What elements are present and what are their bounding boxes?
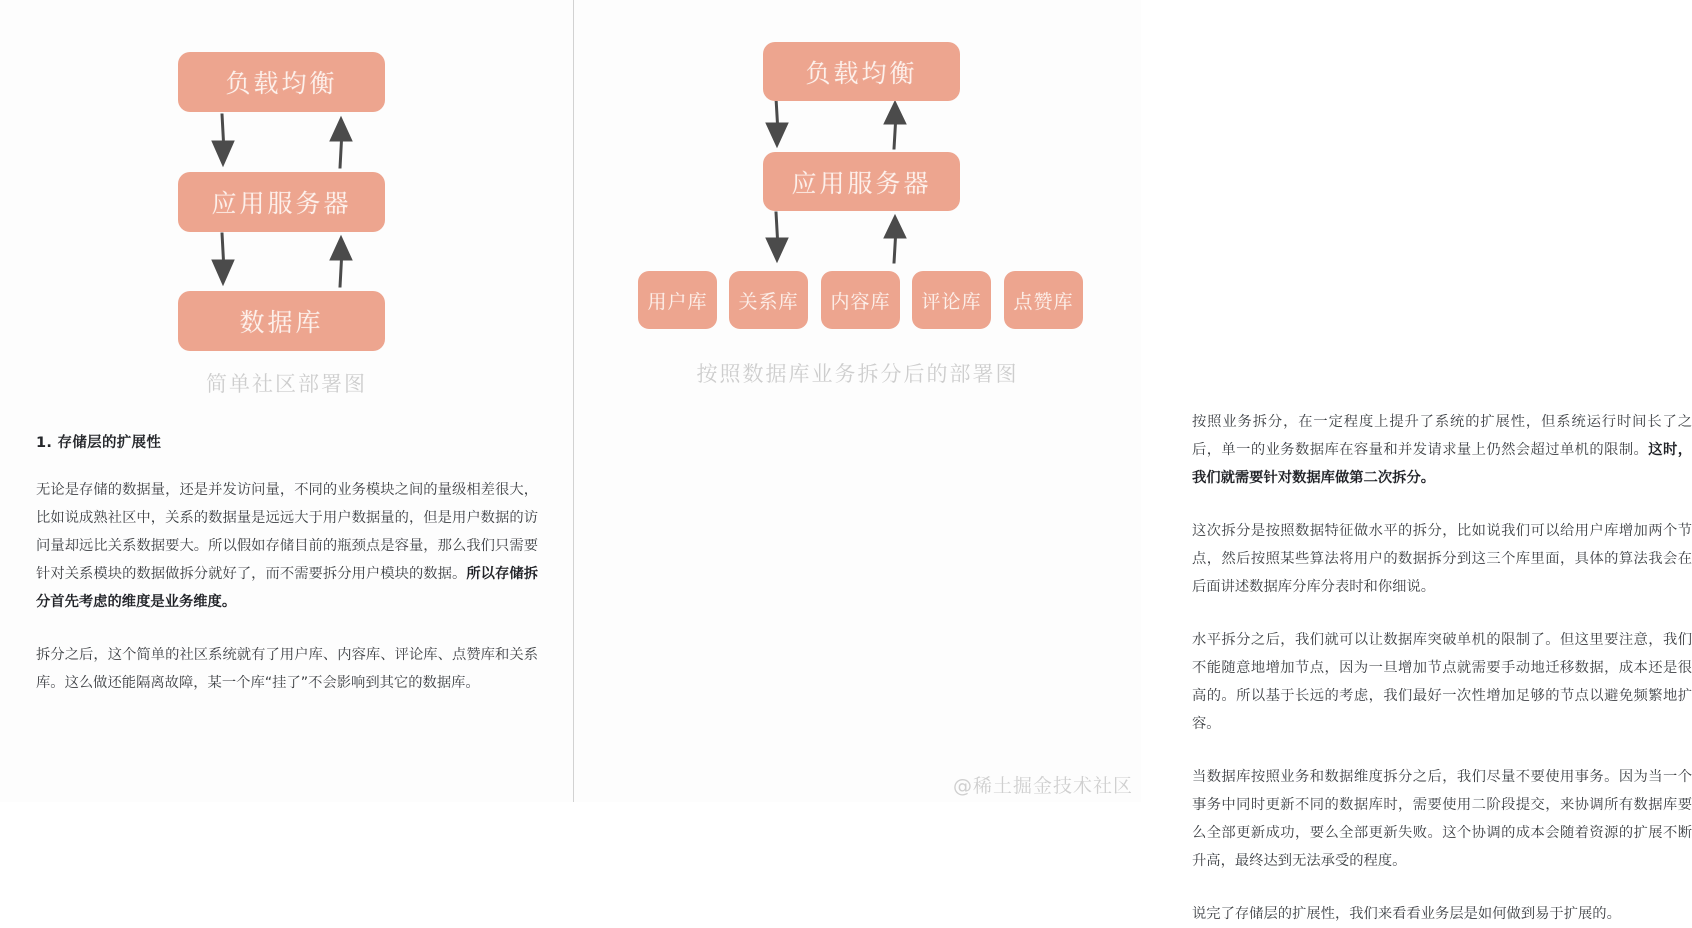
section-heading-storage-scalability: 1. 存储层的扩展性 xyxy=(36,435,162,451)
paragraph-run: 说完了存储层的扩展性，我们来看看业务层是如何做到易于扩展的。 xyxy=(1192,906,1621,922)
paragraph-run: 拆分之后，这个简单的社区系统就有了用户库、内容库、评论库、点赞库和关系库。这么做还能隔离故障，某一个库“挂了”不会影响到其它的数据库。 xyxy=(36,647,538,691)
left-diagram-caption: 简单社区部署图 xyxy=(206,372,367,396)
left-column-prose xyxy=(36,432,538,697)
paragraph-run: 当数据库按照业务和数据维度拆分之后，我们尽量不要使用事务。因为当一个事务中同时更新不同的数据库时，需要使用二阶段提交，来协调所有数据库要么全部更新成功，要么全部更新失败。这个协调的成本会随着资源的扩展不断升高，最终达到无法承受的程度。 xyxy=(1192,769,1692,869)
arrow-app-to-lb-up xyxy=(884,101,906,149)
node-like-db-label: 点赞库 xyxy=(1013,290,1074,313)
node-load-balancer-label: 负载均衡 xyxy=(225,69,338,98)
node-app-server-label: 应用服务器 xyxy=(211,189,352,218)
paragraph xyxy=(1192,763,1692,875)
node-comment-db[interactable] xyxy=(912,271,991,329)
paragraph-run: 按照业务拆分，在一定程度上提升了系统的扩展性，但系统运行时间长了之后，单一的业务数据库在容量和并发请求量上仍然会超过单机的限制。 xyxy=(1192,414,1692,458)
node-load-balancer-label: 负载均衡 xyxy=(805,58,918,88)
paragraph-run: 这次拆分是按照数据特征做水平的拆分，比如说我们可以给用户库增加两个节点，然后按照某些算法将用户的数据拆分到这三个库里面，具体的算法我会在后面讲述数据库分库分表时和你细说。 xyxy=(1192,523,1692,595)
left-column xyxy=(0,0,573,802)
paragraph-run-bold: 所以存储拆分首先考虑的维度是业务维度。 xyxy=(36,566,539,610)
arrow-app-to-db-down xyxy=(212,233,234,285)
paragraph xyxy=(1192,626,1692,738)
node-user-db[interactable] xyxy=(638,271,717,329)
arrow-databases-to-app-up xyxy=(884,215,906,263)
node-relation-db-label: 关系库 xyxy=(738,290,799,313)
watermark: @稀土掘金技术社区 xyxy=(952,775,1133,797)
arrow-lb-to-app-down xyxy=(766,98,788,147)
paragraph-run: 无论是存储的数据量，还是并发访问量，不同的业务模块之间的量级相差很大，比如说成熟社区中，关系的数据量是远远大于用户数据量的，但是用户数据的访问量却远比关系数据要大。所以假如存储目前的瓶颈点是容量，那么我们只需要针对关系模块的数据做拆分就好了，而不需要拆分用户模块的数据。 xyxy=(36,482,538,582)
right-diagram-caption: 按照数据库业务拆分后的部署图 xyxy=(696,362,1019,386)
node-database[interactable] xyxy=(178,291,385,351)
node-relation-db[interactable] xyxy=(729,271,808,329)
node-app-server-label: 应用服务器 xyxy=(791,168,932,198)
simple-community-deployment-diagram xyxy=(0,0,573,400)
node-content-db-label: 内容库 xyxy=(830,290,891,313)
node-load-balancer[interactable] xyxy=(763,42,960,101)
paragraph xyxy=(1192,900,1692,928)
node-content-db[interactable] xyxy=(821,271,900,329)
arrow-app-to-lb-up xyxy=(330,117,352,168)
paragraph xyxy=(1192,517,1692,601)
arrow-lb-to-app-down xyxy=(212,114,234,166)
node-app-server[interactable] xyxy=(763,152,960,211)
paragraph xyxy=(36,476,538,616)
node-comment-db-label: 评论库 xyxy=(921,290,982,313)
db-business-split-deployment-diagram xyxy=(574,0,1141,395)
node-app-server[interactable] xyxy=(178,172,385,232)
paragraph xyxy=(1192,408,1692,492)
node-like-db[interactable] xyxy=(1004,271,1083,329)
node-load-balancer[interactable] xyxy=(178,52,385,112)
arrow-app-to-databases-down xyxy=(766,212,788,262)
right-column-prose xyxy=(1192,408,1692,928)
paragraph-run-bold: 这时，我们就需要针对数据库做第二次拆分。 xyxy=(1192,442,1692,486)
paragraph xyxy=(36,641,538,697)
paragraph-run: 水平拆分之后，我们就可以让数据库突破单机的限制了。但这里要注意，我们不能随意地增加节点，因为一旦增加节点就需要手动地迁移数据，成本还是很高的。所以基于长远的考虑，我们最好一次性增加足够的节点以避免频繁地扩容。 xyxy=(1192,632,1692,732)
right-column xyxy=(574,0,1692,922)
node-user-db-label: 用户库 xyxy=(647,290,708,313)
node-database-label: 数据库 xyxy=(239,308,324,337)
arrow-db-to-app-up xyxy=(330,236,352,287)
